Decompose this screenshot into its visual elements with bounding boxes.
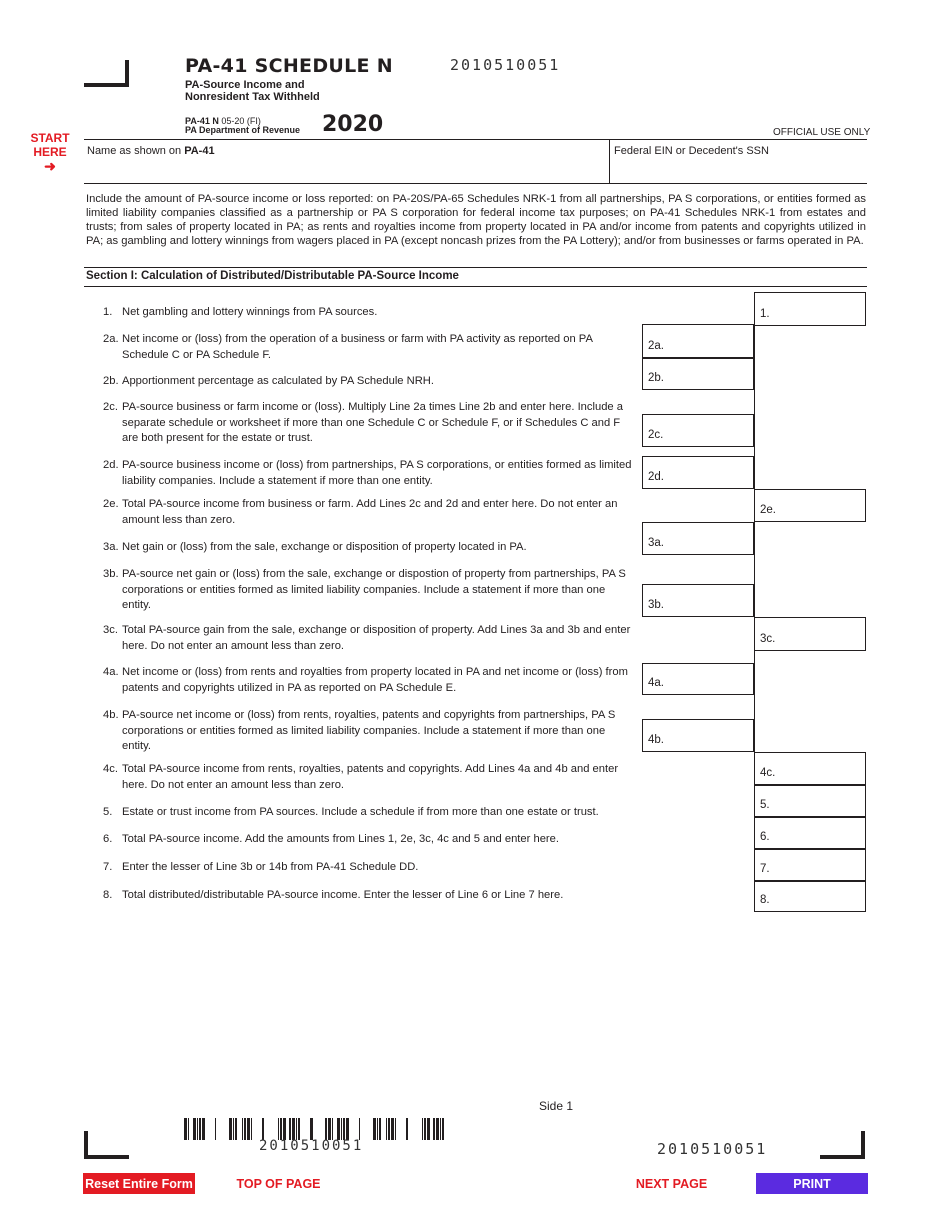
barcode-bar <box>298 1118 300 1140</box>
line-number: 6. <box>103 833 113 845</box>
divider <box>84 286 867 287</box>
barcode-bar <box>278 1118 279 1140</box>
line-5-description <box>103 805 635 821</box>
line-number: 4a. <box>103 666 119 678</box>
barcode-bar <box>359 1118 360 1140</box>
barcode-bar <box>235 1118 237 1140</box>
barcode-bar <box>280 1118 282 1140</box>
barcode-bar <box>386 1118 387 1140</box>
barcode-bar <box>292 1118 295 1140</box>
line-text: PA-source net gain or (loss) from the sale, exchange or dispostion of property from partnerships, PA S corporations or entities formed as limited liability companies. Include a statement if more than one entity. <box>122 568 626 611</box>
barcode-bar <box>424 1118 426 1140</box>
divider <box>609 139 610 183</box>
line-3a-input[interactable]: 3a. <box>642 522 754 555</box>
barcode-number-bottom-right: 2010510051 <box>657 1140 768 1158</box>
line-2b-input[interactable]: 2b. <box>642 358 754 390</box>
barcode-bar <box>433 1118 435 1140</box>
barcode-bar <box>233 1118 234 1140</box>
line-3c-description <box>103 623 635 654</box>
barcode-bar <box>341 1118 342 1140</box>
barcode-bar <box>343 1118 345 1140</box>
line-text: Estate or trust income from PA sources. Include a schedule if from more than one estate or trust. <box>122 806 599 818</box>
column-divider <box>754 324 755 752</box>
line-number: 3a. <box>103 541 119 553</box>
line-text: PA-source business or farm income or (loss). Multiply Line 2a times Line 2b and enter here. Include a separate schedule or worksheet if more than one Schedule C or Schedule F, or if Schedules C and F are both present for the estate or trust. <box>122 401 623 444</box>
line-text: Total PA-source income from business or farm. Add Lines 2c and 2d and enter here. Do not enter an amount less than zero. <box>122 498 618 526</box>
barcode-bar <box>188 1118 189 1140</box>
line-7-description <box>103 860 635 876</box>
line-number: 4c. <box>103 763 118 775</box>
arrow-right-icon: ➜ <box>44 158 56 174</box>
line-number: 7. <box>103 861 113 873</box>
barcode-bar <box>395 1118 396 1140</box>
line-number: 1. <box>103 306 113 318</box>
registration-mark-top-left <box>84 60 129 87</box>
barcode-bar <box>422 1118 423 1140</box>
instructions-paragraph: Include the amount of PA-source income or loss reported: on PA-20S/PA-65 Schedules NRK-1 from all partnerships, PA S corporations, or entities formed as limited liability companies classified as a partnership or PA S corporation for federal income tax purposes; on PA-41 Schedules NRK-1 from estates and trusts; from sales of property located in PA; as rents and royalties income from property located in PA and/or income from patents and copyrights utilized in PA; as gambling and lottery winnings from wagers placed in PA (except noncash prizes from the PA Lottery); and/or from businesses or farms operated in PA. <box>86 193 866 247</box>
barcode-bar <box>346 1118 349 1140</box>
divider <box>84 183 867 184</box>
line-text: Apportionment percentage as calculated by PA Schedule NRH. <box>122 375 434 387</box>
official-use-label: OFFICIAL USE ONLY <box>773 127 871 138</box>
line-2d-input[interactable]: 2d. <box>642 456 754 489</box>
line-text: Net gain or (loss) from the sale, exchange or disposition of property located in PA. <box>122 541 527 553</box>
reset-form-button[interactable]: Reset Entire Form <box>83 1173 195 1194</box>
barcode-bar <box>251 1118 252 1140</box>
barcode-bar <box>328 1118 331 1140</box>
barcode-bar <box>296 1118 297 1140</box>
form-subtitle: PA-Source Income and Nonresident Tax Withheld <box>185 79 320 103</box>
barcode-bar <box>289 1118 291 1140</box>
barcode-bar <box>310 1118 313 1140</box>
line-text: Net income or (loss) from the operation of a business or farm with PA activity as reported on PA Schedule C or PA Schedule F. <box>122 333 593 361</box>
line-5-input[interactable]: 5. <box>754 785 866 817</box>
line-2d-description <box>103 458 635 489</box>
line-number: 2c. <box>103 401 118 413</box>
line-8-description <box>103 888 635 904</box>
barcode-bar <box>377 1118 378 1140</box>
line-number: 2b. <box>103 375 119 387</box>
line-number: 4b. <box>103 709 119 721</box>
barcode-bar <box>184 1118 187 1140</box>
barcode-bar <box>215 1118 216 1140</box>
divider <box>84 267 867 268</box>
line-number: 3c. <box>103 624 118 636</box>
barcode-bar <box>229 1118 232 1140</box>
line-4c-description <box>103 762 635 793</box>
barcode-bar <box>244 1118 246 1140</box>
line-text: Total PA-source income. Add the amounts from Lines 1, 2e, 3c, 4c and 5 and enter here. <box>122 833 559 845</box>
line-4b-description <box>103 708 635 755</box>
line-2b-description <box>103 374 635 390</box>
line-text: PA-source net income or (loss) from rents, royalties, patents and copyrights from partnerships, PA S corporations or entities formed as limited liability companies. Include a statement if more than one entity. <box>122 709 616 752</box>
barcode-bar <box>202 1118 205 1140</box>
line-number: 3b. <box>103 568 119 580</box>
barcode-bar <box>332 1118 333 1140</box>
barcode-bar <box>373 1118 376 1140</box>
side-label: Side 1 <box>539 1099 574 1113</box>
line-text: Enter the lesser of Line 3b or 14b from PA-41 Schedule DD. <box>122 861 419 873</box>
barcode-bar <box>406 1118 408 1140</box>
next-page-button[interactable]: NEXT PAGE <box>635 1176 708 1191</box>
barcode-bar <box>436 1118 439 1140</box>
registration-mark-bottom-left <box>84 1131 129 1159</box>
divider <box>84 139 867 140</box>
line-text: Total PA-source gain from the sale, exchange or disposition of property. Add Lines 3a and 3b and enter here. Do not enter an amount less than zero. <box>122 624 631 652</box>
registration-mark-bottom-right <box>820 1131 865 1159</box>
barcode-bar <box>283 1118 286 1140</box>
barcode-image <box>184 1118 448 1140</box>
line-text: Net gambling and lottery winnings from PA sources. <box>122 306 378 318</box>
line-text: Net income or (loss) from rents and royalties from property located in PA and net income or (loss) from patents and copyrights utilized in PA as reported on PA Schedule E. <box>122 666 628 694</box>
line-8-input[interactable]: 8. <box>754 881 866 912</box>
line-number: 8. <box>103 889 113 901</box>
line-2e-description <box>103 497 635 528</box>
line-number: 2a. <box>103 333 119 345</box>
line-4a-description <box>103 665 635 696</box>
barcode-bar <box>388 1118 390 1140</box>
form-id: PA-41 N 05-20 (FI) PA Department of Revenue <box>185 116 301 135</box>
barcode-bar <box>442 1118 444 1140</box>
line-2a-description <box>103 332 635 363</box>
line-3b-input[interactable]: 3b. <box>642 584 754 617</box>
barcode-bar <box>325 1118 327 1140</box>
barcode-number-top: 2010510051 <box>450 56 561 74</box>
line-6-input[interactable]: 6. <box>754 817 866 849</box>
line-text: Total PA-source income from rents, royalties, patents and copyrights. Add Lines 4a and 4b and enter here. Do not enter an amount less than zero. <box>122 763 619 791</box>
line-1-input[interactable]: 1. <box>754 292 866 326</box>
line-2c-description <box>103 400 635 447</box>
ein-field[interactable]: Federal EIN or Decedent's SSN <box>614 145 769 157</box>
tax-year: 2020 <box>322 112 384 137</box>
barcode-bar <box>391 1118 394 1140</box>
line-4a-input[interactable]: 4a. <box>642 663 754 695</box>
line-2e-input[interactable]: 2e. <box>754 489 866 522</box>
line-number: 5. <box>103 806 113 818</box>
line-number: 2d. <box>103 459 119 471</box>
line-4b-input[interactable]: 4b. <box>642 719 754 752</box>
line-3a-description <box>103 540 635 556</box>
line-text: Total distributed/distributable PA-source income. Enter the lesser of Line 6 or Line 7 here. <box>122 889 564 901</box>
barcode-bar <box>197 1118 198 1140</box>
section-title: Section I: Calculation of Distributed/Distributable PA-Source Income <box>86 270 459 282</box>
line-1-description <box>103 305 635 321</box>
name-field[interactable]: Name as shown on PA-41 <box>87 145 215 157</box>
line-4c-input[interactable]: 4c. <box>754 752 866 785</box>
line-text: PA-source business income or (loss) from partnerships, PA S corporations, or entities formed as limited liability companies. Include a statement if more than one entity. <box>122 459 632 487</box>
line-7-input[interactable]: 7. <box>754 849 866 881</box>
barcode-bar <box>440 1118 441 1140</box>
line-6-description <box>103 832 635 848</box>
barcode-bar <box>199 1118 201 1140</box>
barcode-bar <box>247 1118 250 1140</box>
barcode-number-bottom-left: 2010510051 <box>259 1138 364 1154</box>
barcode-bar <box>337 1118 340 1140</box>
barcode-bar <box>379 1118 381 1140</box>
barcode-bar <box>242 1118 243 1140</box>
start-here-marker: START HERE ➜ <box>30 131 70 174</box>
line-2a-input[interactable]: 2a. <box>642 324 754 358</box>
form-title: PA-41 SCHEDULE N <box>185 55 393 77</box>
line-3c-input[interactable]: 3c. <box>754 617 866 651</box>
barcode-bar <box>262 1118 264 1140</box>
line-2c-input[interactable]: 2c. <box>642 414 754 447</box>
line-number: 2e. <box>103 498 119 510</box>
barcode-bar <box>427 1118 430 1140</box>
line-3b-description <box>103 567 635 614</box>
print-button[interactable]: PRINT <box>756 1173 868 1194</box>
barcode-bar <box>193 1118 196 1140</box>
top-of-page-button[interactable]: TOP OF PAGE <box>236 1176 321 1191</box>
